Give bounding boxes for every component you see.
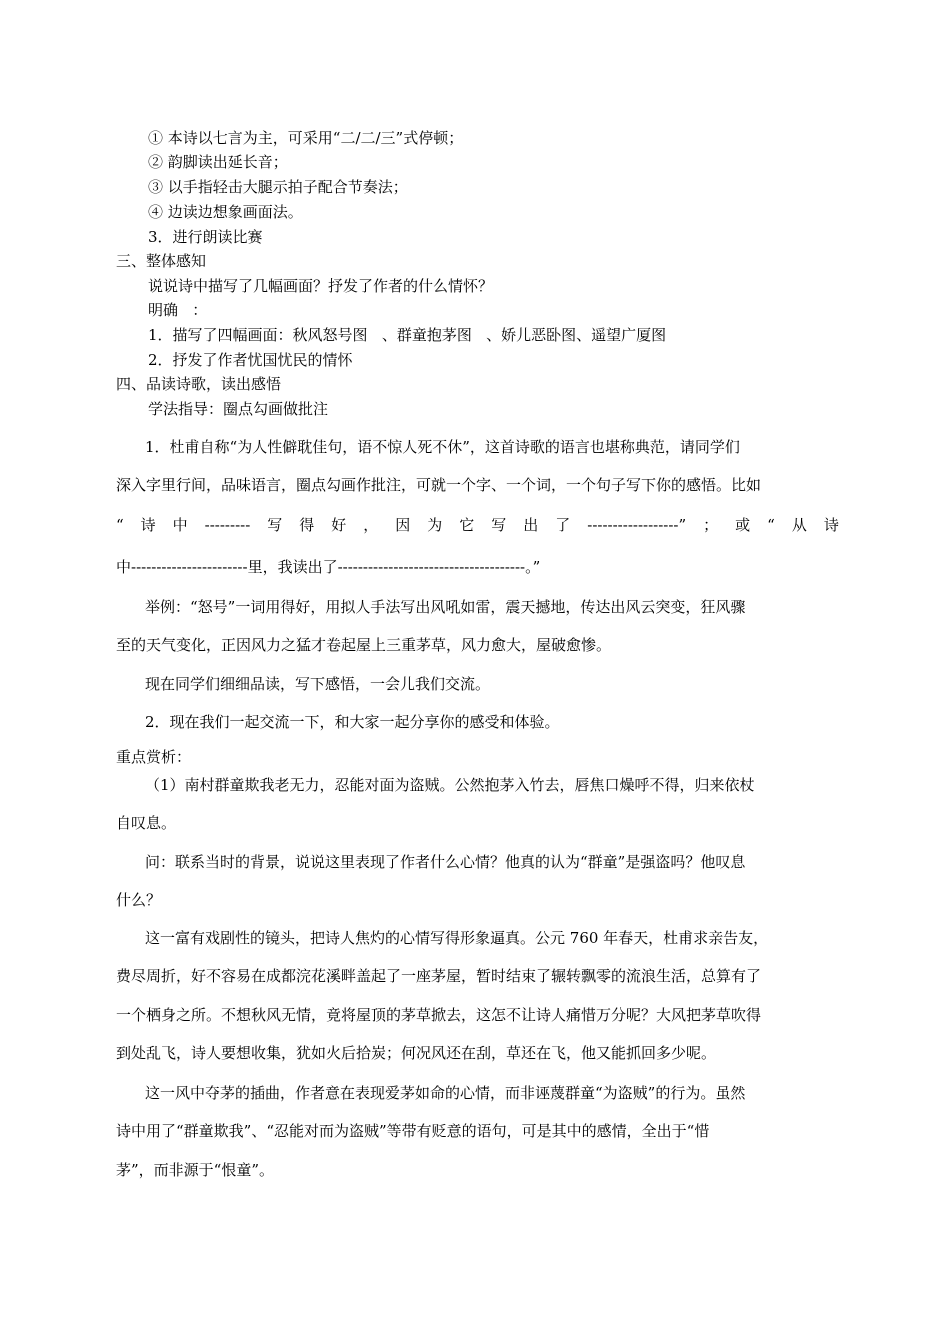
text-line: 举例：“怒号”一词用得好，用拟人手法写出风吼如雷，震天撼地，传达出风云突变，狂风骤 <box>145 598 746 616</box>
section-heading: 三、整体感知 <box>116 252 207 270</box>
text-line: 3．进行朗读比赛 <box>148 228 263 246</box>
text-line: 自叹息。 <box>116 814 177 832</box>
template-blank: ------------------” <box>587 516 687 534</box>
template-char: 从 <box>791 516 807 534</box>
template-char: ， <box>363 516 379 534</box>
text-line: 学法指导：圈点勾画做批注 <box>148 400 329 418</box>
text-line: 什么？ <box>116 891 162 909</box>
template-char: 诗 <box>823 516 839 534</box>
text-line: 1．杜甫自称“为人性僻耽佳句，语不惊人死不休”，这首诗歌的语言也堪称典范，请同学们 <box>145 438 740 456</box>
template-char: 写 <box>491 516 507 534</box>
template-char: 诗 <box>140 516 156 534</box>
template-char: 或 <box>735 516 751 534</box>
template-char: 它 <box>459 516 475 534</box>
text-line: （1）南村群童欺我老无力，忍能对面为盗贼。公然抱茅入竹去，唇焦口燥呼不得，归来依杖 <box>145 776 755 794</box>
template-char: 得 <box>299 516 315 534</box>
text-line: 到处乱飞，诗人要想收集，犹如火后拾炭；何况风还在刮，草还在飞，他又能抓回多少呢。 <box>116 1044 717 1062</box>
text-line: 这一富有戏剧性的镜头，把诗人焦灼的心情写得形象逼真。公元 760 年春天，杜甫求亲告友， <box>145 929 769 947</box>
text-line: 深入字里行间，品味语言，圈点勾画作批注，可就一个字、一个词，一个句子写下你的感悟。比如 <box>116 476 762 494</box>
template-char: 好 <box>331 516 347 534</box>
text-line: 1．描写了四幅画面：秋风怒号图 、群童抱茅图 、娇儿恶卧图、遥望广厦图 <box>148 326 667 344</box>
text-line: 中-----------------------里，我读出了-------------------------------------。” <box>116 558 541 576</box>
text-line: 明确 ： <box>148 301 208 319</box>
text-line: 问：联系当时的背景，说说这里表现了作者什么心情？他真的认为“群童”是强盗吗？他叹息 <box>145 853 746 871</box>
text-line: 2．现在我们一起交流一下，和大家一起分享你的感受和体验。 <box>145 713 560 731</box>
template-char: 中 <box>172 516 188 534</box>
template-char: “ <box>116 516 124 534</box>
text-line: ① 本诗以七言为主，可采用“二/二/三”式停顿； <box>148 129 464 147</box>
section-heading: 重点赏析： <box>116 748 192 766</box>
fill-in-template-line <box>116 514 839 536</box>
text-line: 至的天气变化，正因风力之猛才卷起屋上三重茅草，风力愈大，屋破愈惨。 <box>116 636 612 654</box>
template-char: 了 <box>555 516 571 534</box>
template-blank: --------- <box>204 516 251 534</box>
text-line: 这一风中夺茅的插曲，作者意在表现爱茅如命的心情，而非诬蔑群童“为盗贼”的行为。虽然 <box>145 1084 746 1102</box>
template-char: ； <box>703 516 719 534</box>
text-line: 现在同学们细细品读，写下感悟，一会儿我们交流。 <box>145 675 491 693</box>
template-char: “ <box>767 516 775 534</box>
text-line: 说说诗中描写了几幅画面？抒发了作者的什么情怀？ <box>148 277 494 295</box>
text-line: 诗中用了“群童欺我”、“忍能对而为盗贼”等带有贬意的语句，可是其中的感情，全出于“惜 <box>116 1122 710 1140</box>
text-line: ② 韵脚读出延长音； <box>148 153 288 171</box>
text-line: 2．抒发了作者忧国忧民的情怀 <box>148 351 353 369</box>
text-line: ③ 以手指轻击大腿示拍子配合节奏法； <box>148 178 408 196</box>
template-char: 为 <box>427 516 443 534</box>
text-line: 一个栖身之所。不想秋风无情，竟将屋顶的茅草掀去，这怎不让诗人痛惜万分呢？大风把茅草吹得 <box>116 1006 762 1024</box>
section-heading: 四、品读诗歌，读出感悟 <box>116 375 282 393</box>
template-char: 出 <box>523 516 539 534</box>
text-line: 费尽周折，好不容易在成都浣花溪畔盖起了一座茅屋，暂时结束了辗转飘零的流浪生活，总算有了 <box>116 967 762 985</box>
text-line: ④ 边读边想象画面法。 <box>148 203 303 221</box>
template-char: 写 <box>267 516 283 534</box>
template-char: 因 <box>395 516 411 534</box>
text-line: 茅”，而非源于“恨童”。 <box>116 1161 275 1179</box>
